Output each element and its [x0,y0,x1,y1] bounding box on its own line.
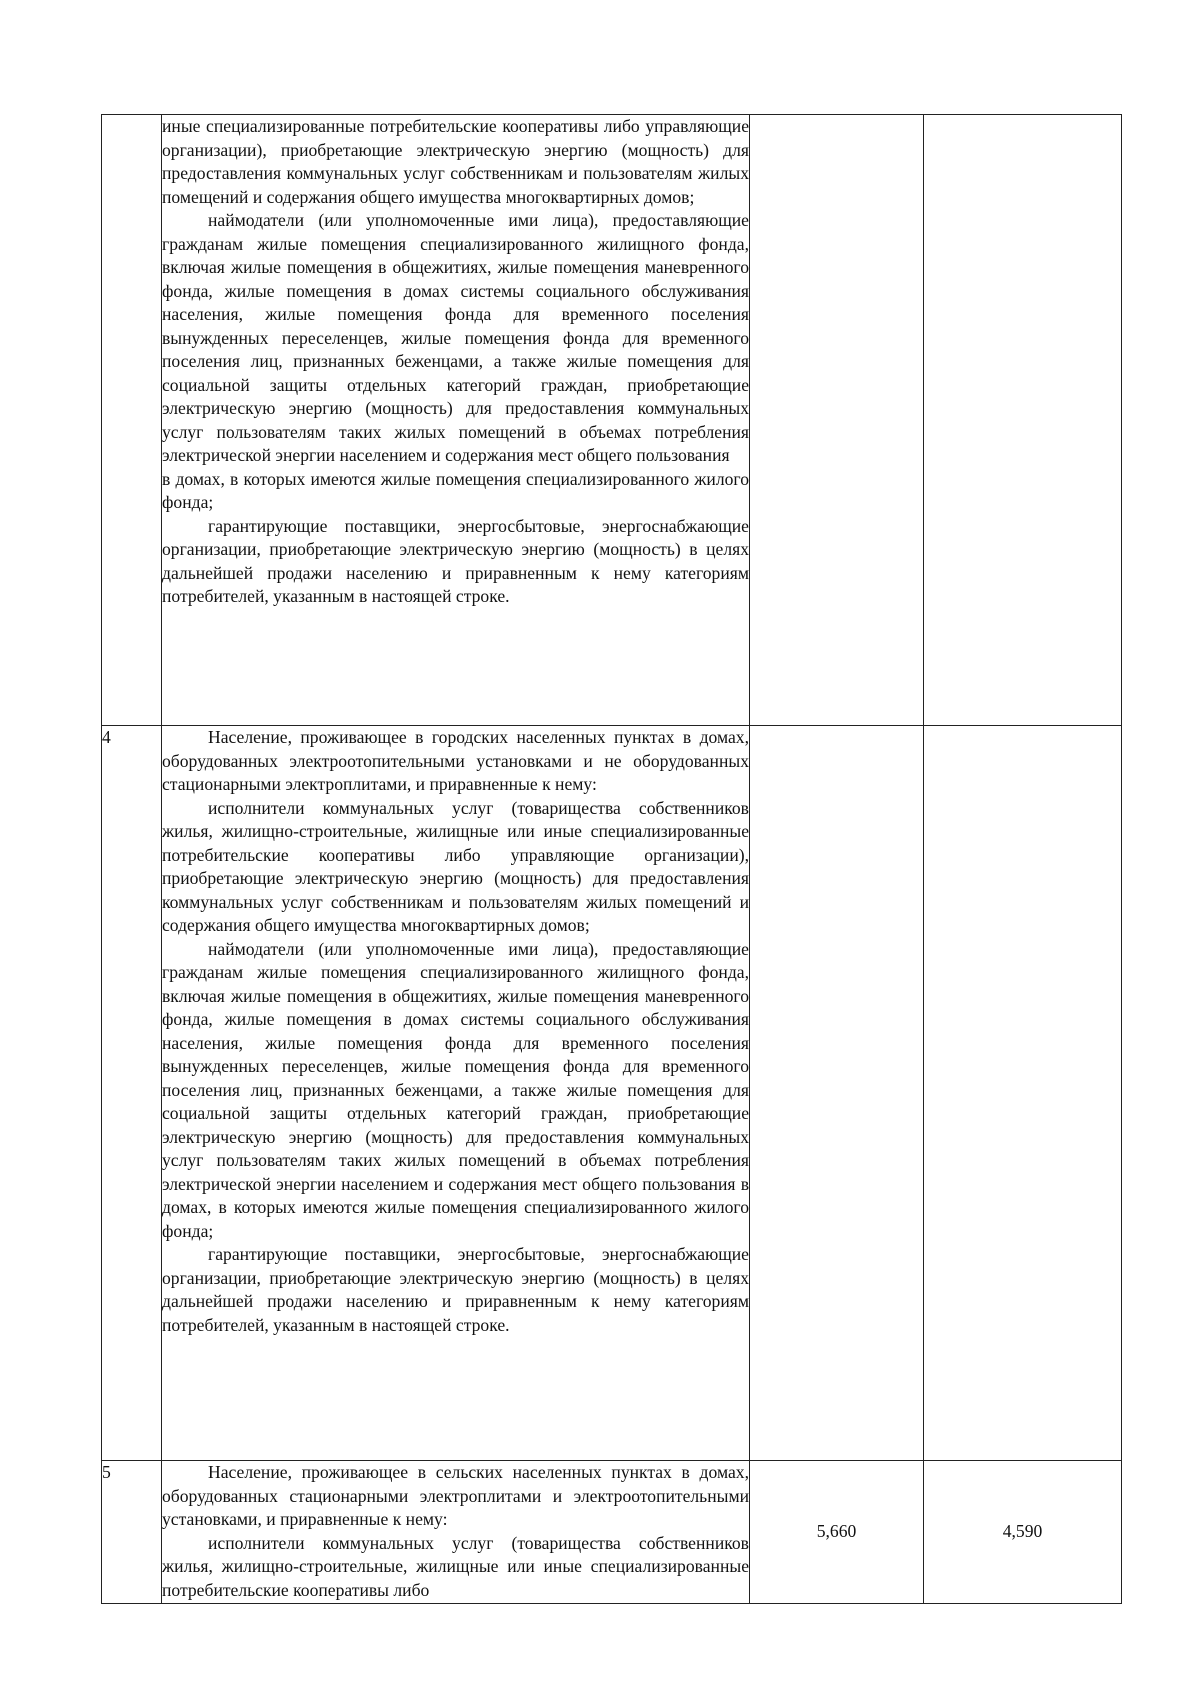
paragraph: Население, проживающее в городских населенных пунктах в домах, оборудованных электроотопительными установками и не оборудованных стационарными электроплитами, и приравненные к нему: [162,727,749,794]
paragraph: исполнители коммунальных услуг (товарищества собственников жилья, жилищно-строительные, жилищные или иные специализированные потребительские кооперативы либо [162,1532,749,1600]
tariff-value-1 [750,726,924,1461]
table-row [102,115,1122,726]
tariff-value-1: 5,660 [750,1461,924,1604]
table-row [102,1461,1122,1604]
row-number: 4 [102,726,162,1461]
row-description [162,726,750,1461]
paragraph: иные специализированные потребительские кооперативы либо управляющие организации), приобретающие электрическую энергию (мощность) для предоставления коммунальных услуг собственникам и пользователям жилых помещений и содержания общего имущества многоквартирных домов; [162,116,749,207]
row-number [102,115,162,726]
paragraph: Население, проживающее в сельских населенных пунктах в домах, оборудованных стационарными электроплитами и электроотопительными установками, и приравненные к нему: [162,1462,749,1529]
paragraph: наймодатели (или уполномоченные ими лица), предоставляющие гражданам жилые помещения специализированного жилищного фонда, включая жилые помещения в общежитиях, жилые помещения маневренного фонда, жилые помещения в домах системы социального обслуживания населения, жилые помещения фонда для временного поселения вынужденных переселенцев, жилые помещения фонда для временного поселения лиц, признанных беженцами, а также жилые помещения для социальной защиты отдельных категорий граждан, приобретающие электрическую энергию (мощность) для предоставления коммунальных услуг пользователям таких жилых помещений в объемах потребления электрической энергии населением и содержания мест общего пользования в домах, в которых имеются жилые помещения специализированного жилого фонда; [162,938,749,1241]
row-description [162,115,750,726]
paragraph: гарантирующие поставщики, энергосбытовые, энергоснабжающие организации, приобретающие электрическую энергию (мощность) в целях дальнейшей продажи населению и приравненным к нему категориям потребителей, указанным в настоящей строке. [162,515,749,606]
paragraph: исполнители коммунальных услуг (товарищества собственников жилья, жилищно-строительные, жилищные или иные специализированные потребительские кооперативы либо управляющие организации), приобретающие электрическую энергию (мощность) для предоставления коммунальных услуг собственникам и пользователям жилых помещений и содержания общего имущества многоквартирных домов; [162,797,749,935]
paragraph: наймодатели (или уполномоченные ими лица), предоставляющие гражданам жилые помещения специализированного жилищного фонда, включая жилые помещения в общежитиях, жилые помещения маневренного фонда, жилые помещения в домах системы социального обслуживания населения, жилые помещения фонда для временного поселения вынужденных переселенцев, жилые помещения фонда для временного поселения лиц, признанных беженцами, а также жилые помещения для социальной защиты отдельных категорий граждан, приобретающие электрическую энергию (мощность) для предоставления коммунальных услуг пользователям таких жилых помещений в объемах потребления электрической энергии населением и содержания мест общего пользования [162,210,749,465]
tariff-table [101,114,1122,1604]
paragraph: в домах, в которых имеются жилые помещения специализированного жилого фонда; [162,468,749,512]
row-number: 5 [102,1461,162,1604]
table-row [102,726,1122,1461]
tariff-value-2 [924,726,1122,1461]
tariff-value-2 [924,115,1122,726]
tariff-value-1 [750,115,924,726]
paragraph: гарантирующие поставщики, энергосбытовые, энергоснабжающие организации, приобретающие электрическую энергию (мощность) в целях дальнейшей продажи населению и приравненным к нему категориям потребителей, указанным в настоящей строке. [162,1244,749,1335]
row-description [162,1461,750,1604]
tariff-value-2: 4,590 [924,1461,1122,1604]
